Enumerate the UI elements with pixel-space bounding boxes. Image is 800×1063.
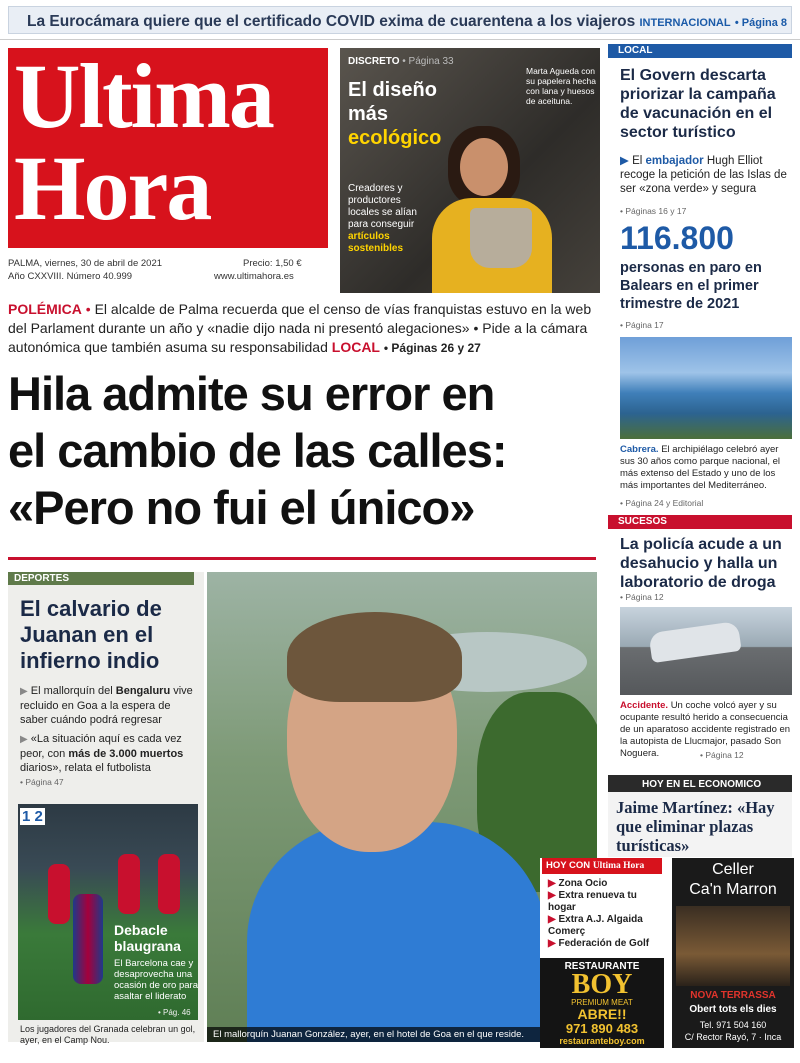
local-bullet-b: embajador xyxy=(645,155,704,167)
cabrera-text: El archipiélago celebró ayer sus 30 años como parque nacional, el más extenso del Estado y uno de los más importantes del Mediterráneo. xyxy=(620,444,781,491)
man-hair-shape xyxy=(287,612,462,702)
accident-page: • Página 12 xyxy=(700,750,744,760)
ad-boy-open: ABRE!! xyxy=(577,1006,627,1022)
overturned-car-shape xyxy=(648,621,741,663)
deportes-bullet-1-b: Bengaluru xyxy=(115,685,171,697)
logo-line-2: Hora xyxy=(14,137,211,239)
hoy-con-bar xyxy=(542,858,662,874)
cabrera-label: Cabrera. xyxy=(620,444,659,455)
cabrera-photo xyxy=(620,337,792,439)
arrow-icon: ▶ xyxy=(20,686,28,697)
polemica-label: POLÉMICA xyxy=(8,301,82,317)
sub-story-text: El Barcelona cae y desaprovecha una ocasión de oro para asaltar el liderato xyxy=(114,958,198,1002)
promo-page: • Página 33 xyxy=(402,56,454,67)
price: Precio: 1,50 € xyxy=(243,258,302,269)
woman-head-shape xyxy=(460,138,508,196)
ad-boy-tag: PREMIUM MEAT xyxy=(571,998,633,1007)
deportes-bullet-2-b: más de 3.000 muertos xyxy=(68,748,184,760)
accident-text: Un coche volcó ayer y su ocupante resultó herido a consecuencia de un aparatoso accidente registrado en la autopista de Llucmajor, pasado Son Noguera. xyxy=(620,700,791,759)
ad-boy-label: RESTAURANTE xyxy=(564,961,640,972)
dateline: PALMA, viernes, 30 de abril de 2021 xyxy=(8,258,163,269)
deportes-bullet-2-a: «La situación aquí es cada vez peor, con xyxy=(20,733,182,760)
accident-photo xyxy=(620,607,792,695)
deportes-bullet-1 xyxy=(20,684,198,727)
local-bullet-a: El xyxy=(632,155,643,167)
section-divider xyxy=(8,557,596,560)
player-red-3 xyxy=(158,854,180,914)
unemployment-number: 116.800 xyxy=(620,220,734,256)
player-red-2 xyxy=(118,854,140,914)
edition-number: Año CXXVIII. Número 40.999 xyxy=(8,271,133,282)
man-shirt-shape xyxy=(247,822,547,1042)
promo-body-bold: artículos sostenibles xyxy=(348,231,404,254)
paper-bin-shape xyxy=(470,208,532,268)
headline-line-2: el cambio de las calles: xyxy=(8,424,507,477)
main-photo-caption: El mallorquín Juanan González, ayer, en el hotel de Goa en el que reside. xyxy=(207,1027,597,1042)
promo-label xyxy=(348,56,454,67)
hoy-con-box xyxy=(540,858,664,1048)
unemployment-text[interactable]: personas en paro en Balears en el primer trimestre de 2021 xyxy=(620,260,762,312)
deportes-title[interactable]: El calvario de Juanan en el infierno indio xyxy=(20,596,162,673)
deportes-column[interactable] xyxy=(8,572,204,1045)
sub-story-page: • Pág. 46 xyxy=(158,1008,191,1017)
ad-celler-terraza: NOVA TERRASSA xyxy=(690,990,776,1001)
ad-boy-web: restauranteboy.com xyxy=(559,1036,645,1046)
player-red-1 xyxy=(48,864,70,924)
top-banner-headline[interactable]: La Eurocámara quiere que el certificado COVID exima de cuarentena a los viajeros xyxy=(27,13,636,30)
local-headline[interactable]: El Govern descarta priorizar la campaña de vacunación en el sector turístico xyxy=(620,67,776,141)
score-badge: 1 2 xyxy=(22,808,43,825)
deportes-section-bar: DEPORTES xyxy=(8,572,194,585)
polemica-pages: • Páginas 26 y 27 xyxy=(383,341,481,355)
football-caption: Los jugadores del Granada celebran un gol, ayer, en el Camp Nou. xyxy=(20,1024,196,1045)
cabrera-page: • Página 24 y Editorial xyxy=(620,498,704,508)
ad-celler-name-1: Celler xyxy=(712,861,754,878)
polemica-summary[interactable]: POLÉMICA • El alcalde de Palma recuerda que el censo de vías franquistas estuvo en la web del Parlament durante un año y «nadie dijo nada ni presentó alegaciones» • Pide a la cámara autonómica que también asuma su responsabilidad LOCAL • Páginas 26 y 27 xyxy=(8,301,592,355)
hoy-con-list xyxy=(548,878,660,950)
ad-celler-open: Obert tots els dies xyxy=(689,1004,777,1015)
economico-box[interactable] xyxy=(608,775,792,857)
promo-title: El diseño más xyxy=(348,79,437,125)
economico-headline[interactable]: Jaime Martínez: «Hay que eliminar plazas turísticas» xyxy=(616,798,775,855)
football-photo xyxy=(18,804,198,1020)
hoy-con-item[interactable]: ▶ Zona Ocio xyxy=(548,878,608,889)
hoy-con-label: HOY CON xyxy=(546,860,591,871)
top-banner-section: INTERNACIONAL xyxy=(639,17,731,29)
promo-discreto[interactable] xyxy=(340,48,600,293)
ad-celler-name-2: Ca'n Marron xyxy=(689,881,777,898)
promo-caption: Marta Agueda con su papelera hecha con lana y huesos de aceituna. xyxy=(526,66,596,106)
ad-celler-canmarron[interactable] xyxy=(672,858,794,1048)
deportes-bullet-2 xyxy=(20,732,198,775)
local-pages: • Páginas 16 y 17 xyxy=(620,206,687,216)
ad-boy-phone: 971 890 483 xyxy=(565,1021,639,1036)
main-photo xyxy=(207,572,597,1042)
deportes-bullet-2-c: diarios», relata el futbolista xyxy=(20,762,151,774)
local-section-bar: LOCAL xyxy=(608,44,792,58)
sub-story-title[interactable]: Debacle blaugrana xyxy=(114,922,181,954)
top-banner-box[interactable] xyxy=(8,6,792,34)
top-banner xyxy=(0,0,800,40)
hoy-con-item[interactable]: ▶ Federación de Golf xyxy=(548,938,650,949)
unemployment-page: • Página 17 xyxy=(620,320,664,330)
deportes-bullet-1-a: El mallorquín del xyxy=(30,685,113,697)
ad-boy-name: BOY xyxy=(571,969,633,1000)
arrow-icon: ▶ xyxy=(620,155,629,167)
player-barca xyxy=(73,894,103,984)
masthead-logo xyxy=(8,45,328,248)
sucesos-page: • Página 12 xyxy=(620,592,664,602)
headline-line-3: «Pero no fui el único» xyxy=(8,481,475,534)
hoy-con-item[interactable]: ▶ Extra A.J. Algaida Comerç xyxy=(548,914,643,937)
polemica-text: El alcalde de Palma recuerda que el censo de vías franquistas estuvo en la web del Parlament durante un año y «nadie dijo nada ni presentó alegaciones» • Pide a la cámara autonómica que también asuma su responsabilidad xyxy=(8,301,592,355)
promo-label-text: DISCRETO xyxy=(348,56,400,67)
promo-body xyxy=(348,183,426,255)
local-bullet-c: Hugh Elliot recoge la petición de las Islas de ser «zona verde» y segura xyxy=(620,155,787,195)
sucesos-headline[interactable]: La policía acude a un desahucio y halla un laboratorio de droga xyxy=(620,536,782,591)
cabrera-caption xyxy=(620,444,792,492)
accident-label: Accidente. xyxy=(620,700,669,711)
sucesos-section-bar: SUCESOS xyxy=(608,515,792,529)
website-link[interactable]: www.ultimahora.es xyxy=(214,271,294,282)
polemica-section: LOCAL xyxy=(331,339,380,355)
headline-line-1: Hila admite su error en xyxy=(8,367,495,420)
main-headline[interactable] xyxy=(8,365,598,536)
local-bullet xyxy=(620,154,792,196)
ad-celler-photo xyxy=(676,906,790,986)
promo-title-accent: ecológico xyxy=(348,127,442,149)
ad-restaurante-boy[interactable] xyxy=(540,958,664,1048)
ad-celler-phone: Tel. 971 504 160 xyxy=(699,1020,767,1030)
deportes-page: • Página 47 xyxy=(20,777,64,787)
arrow-icon: ▶ xyxy=(20,734,28,745)
hoy-con-item[interactable]: ▶ Extra renueva tu hogar xyxy=(548,890,637,913)
top-banner-page: • Página 8 xyxy=(734,17,788,29)
economico-bar: HOY EN EL ECONOMICO xyxy=(608,778,792,792)
logo-line-1: Ultima xyxy=(14,45,273,147)
deportes-bullet-1-c: vive recluido en Goa a la espera de saber cuándo podrá regresar xyxy=(20,685,193,726)
promo-body-text: Creadores y productores locales se alían para conseguir xyxy=(348,183,417,230)
ad-celler-address: C/ Rector Rayó, 7 · Inca xyxy=(684,1032,782,1042)
hoy-con-brand: Ultima Hora xyxy=(592,861,645,871)
